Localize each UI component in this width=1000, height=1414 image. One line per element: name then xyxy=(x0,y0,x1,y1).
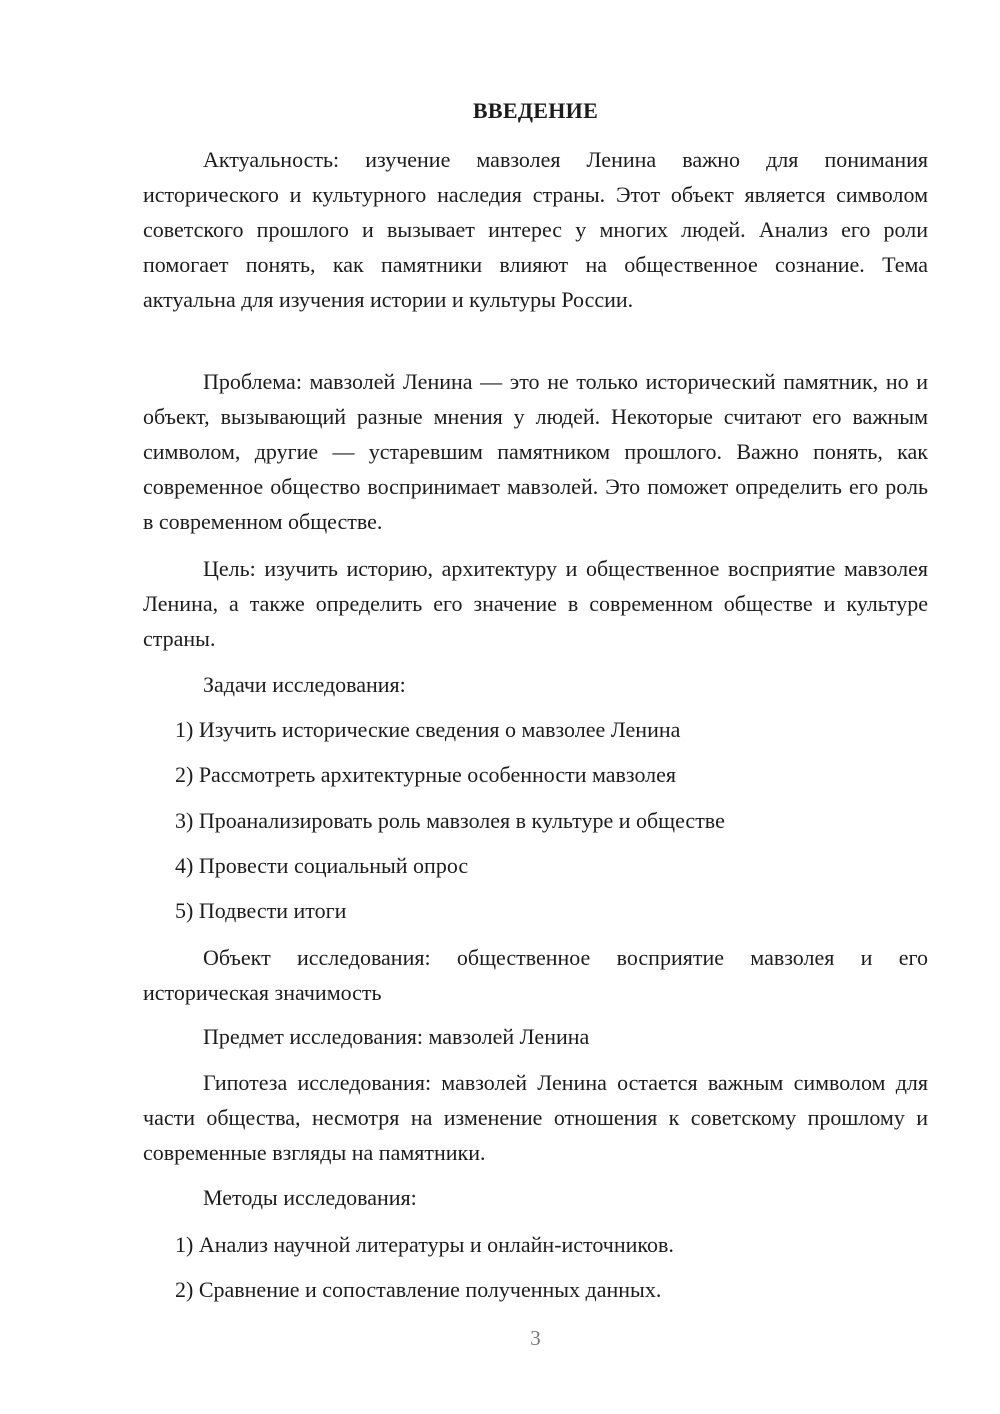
object-paragraph: Объект исследования: общественное восприятие мавзолея и его историческая значимость xyxy=(143,945,928,1005)
subject-paragraph: Предмет исследования: мавзолей Ленина xyxy=(203,1024,590,1049)
methods-heading: Методы исследования: xyxy=(203,1185,417,1210)
task-item-4: 4) Провести социальный опрос xyxy=(175,853,469,878)
task-item-3: 3) Проанализировать роль мавзолея в культуре и обществе xyxy=(175,808,725,833)
method-item-2: 2) Сравнение и сопоставление полученных данных. xyxy=(175,1277,662,1302)
task-item-5: 5) Подвести итоги xyxy=(175,898,347,923)
section-title: ВВЕДЕНИЕ xyxy=(472,98,599,123)
relevance-paragraph: Актуальность: изучение мавзолея Ленина важно для понимания исторического и культурного наследия страны. Этот объект является символом советского прошлого и вызывает интерес у многих людей. Анализ его роли помогает понять, как памятники влияют на общественное сознание. Тема актуальна для изучения истории и культуры России. xyxy=(143,147,928,312)
method-item-1: 1) Анализ научной литературы и онлайн-источников. xyxy=(175,1232,674,1257)
tasks-heading: Задачи исследования: xyxy=(203,672,406,697)
task-item-2: 2) Рассмотреть архитектурные особенности мавзолея xyxy=(175,762,677,787)
page-number: 3 xyxy=(530,1326,541,1350)
problem-paragraph: Проблема: мавзолей Ленина — это не только исторический памятник, но и объект, вызывающий разные мнения у людей. Некоторые считают его важным символом, другие — устаревшим памятником прошлого. Важно понять, как современное общество воспринимает мавзолей. Это поможет определить его роль в современном обществе. xyxy=(143,369,928,534)
hypothesis-paragraph: Гипотеза исследования: мавзолей Ленина остается важным символом для части общества, несмотря на изменение отношения к советскому прошлому и современные взгляды на памятники. xyxy=(143,1070,928,1165)
document-page xyxy=(143,0,928,1414)
goal-paragraph: Цель: изучить историю, архитектуру и общественное восприятие мавзолея Ленина, а также определить его значение в современном обществе и культуре страны. xyxy=(143,556,928,651)
task-item-1: 1) Изучить исторические сведения о мавзолее Ленина xyxy=(175,717,681,742)
